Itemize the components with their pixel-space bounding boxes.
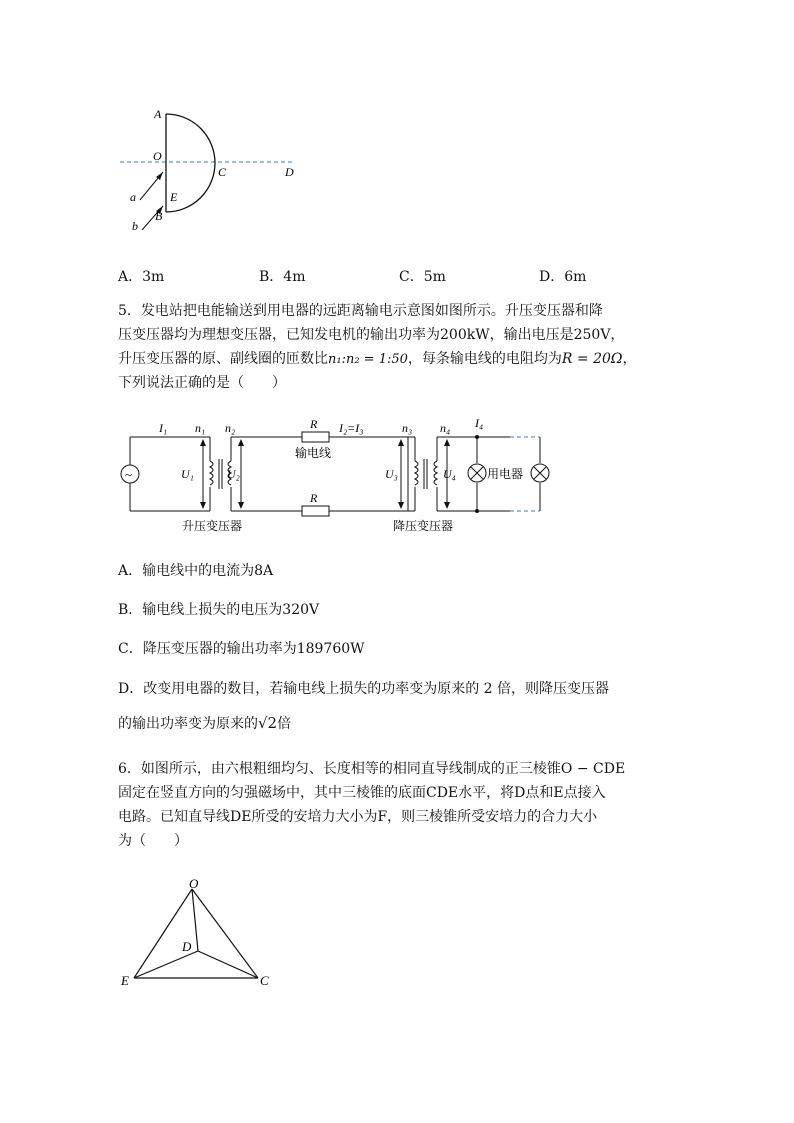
edge-OC — [192, 889, 258, 978]
q5-option-d-text-a: 的输出功率变为原来的 — [118, 716, 258, 732]
label-C-pyramid: C — [260, 973, 269, 988]
label-R-top: R — [310, 417, 318, 431]
q5-option-d-line1[interactable]: D．改变用电器的数目，若输电线上损失的功率变为原来的 2 倍，则降压变压器 — [118, 681, 610, 697]
q6-stem-line2: 固定在竖直方向的匀强磁场中，其中三棱锥的底面CDE水平，将D点和E点接入 — [118, 785, 606, 801]
q5-option-d-text-b: 倍 — [277, 716, 292, 732]
q5-resistance: R = 20Ω — [561, 351, 623, 367]
label-I1: I₁ — [159, 421, 168, 435]
q5-option-d-sqrt: √2 — [258, 714, 278, 732]
label-C: C — [218, 165, 227, 179]
q6-stem-line3: 电路。已知直导线DE所受的安培力大小为F，则三棱锥所受安培力的合力大小 — [118, 809, 598, 825]
q5-stem-line2: 压变压器均为理想变压器，已知发电机的输出功率为200kW，输出电压是250V， — [118, 327, 625, 343]
q6-stem-line4: 为（ ） — [118, 833, 188, 849]
q5-turns-ratio: n₁:n₂ = 1:50 — [328, 352, 408, 367]
label-b: b — [132, 219, 138, 233]
q6-stem-line1: 6．如图所示，由六根粗细均匀、长度相等的相同直导线制成的正三棱锥O − CDE — [118, 761, 626, 777]
q5-option-d-line2[interactable] — [118, 710, 291, 737]
label-n4: n₄ — [440, 421, 451, 435]
label-step-up: 升压变压器 — [182, 519, 243, 533]
label-R-bottom: R — [310, 491, 318, 505]
q5-line3-text-c: ， — [622, 351, 637, 367]
label-D: D — [285, 165, 294, 179]
edge-OE — [134, 889, 192, 978]
label-B: B — [155, 209, 163, 223]
q5-stem-line4: 下列说法正确的是（ ） — [118, 375, 286, 391]
transmission-circuit — [115, 415, 560, 540]
ac-source-symbol: ~ — [125, 467, 133, 482]
label-O: O — [153, 149, 162, 163]
label-O-pyramid: O — [189, 876, 199, 891]
q4-option-b[interactable]: B．4m — [259, 269, 306, 285]
q5-line3-text-b: ，每条输电线的电阻均为 — [407, 351, 562, 367]
q5-option-a[interactable]: A．输电线中的电流为8A — [118, 563, 274, 579]
label-U1: U₁ — [181, 467, 194, 481]
pyramid-figure — [118, 875, 288, 995]
label-E: E — [170, 190, 178, 204]
label-load: 用电器 — [487, 467, 524, 481]
edge-DC — [198, 951, 258, 978]
edge-ED — [134, 951, 198, 978]
label-U3: U₃ — [385, 467, 398, 481]
q5-stem-line1: 5．发电站把电能输送到用电器的远距离输电示意图如图所示。升压变压器和降 — [118, 303, 603, 319]
label-n2: n₂ — [225, 421, 236, 435]
label-E-pyramid: E — [121, 973, 129, 988]
label-U4: U₄ — [443, 467, 456, 481]
resistor-top — [302, 432, 329, 442]
label-I4: I₄ — [475, 416, 484, 430]
label-D-pyramid: D — [182, 939, 192, 954]
lamp-1-icon — [468, 464, 486, 482]
semicircle-figure — [110, 100, 310, 240]
label-transmission-line: 输电线 — [295, 446, 332, 460]
label-n1: n₁ — [195, 421, 206, 435]
label-I2-I3: I₂=I₃ — [339, 421, 364, 435]
edge-OD — [192, 889, 198, 951]
label-A: A — [154, 107, 162, 121]
label-n3: n₃ — [402, 421, 413, 435]
q5-option-b[interactable]: B．输电线上损失的电压为320V — [118, 602, 320, 618]
q5-line3-text-a: 升压变压器的原、副线圈的匝数比 — [118, 351, 328, 367]
q4-option-c[interactable]: C．5m — [399, 269, 446, 285]
q4-option-d[interactable]: D．6m — [539, 269, 587, 285]
label-step-down: 降压变压器 — [393, 519, 454, 533]
label-a: a — [130, 190, 136, 204]
q5-option-c[interactable]: C．降压变压器的输出功率为189760W — [118, 641, 365, 657]
q4-option-a[interactable]: A．3m — [118, 269, 165, 285]
resistor-bottom — [302, 506, 329, 516]
q5-stem-line3 — [118, 346, 637, 373]
label-U2: U₂ — [227, 467, 240, 481]
lamp-2-icon — [531, 464, 549, 482]
